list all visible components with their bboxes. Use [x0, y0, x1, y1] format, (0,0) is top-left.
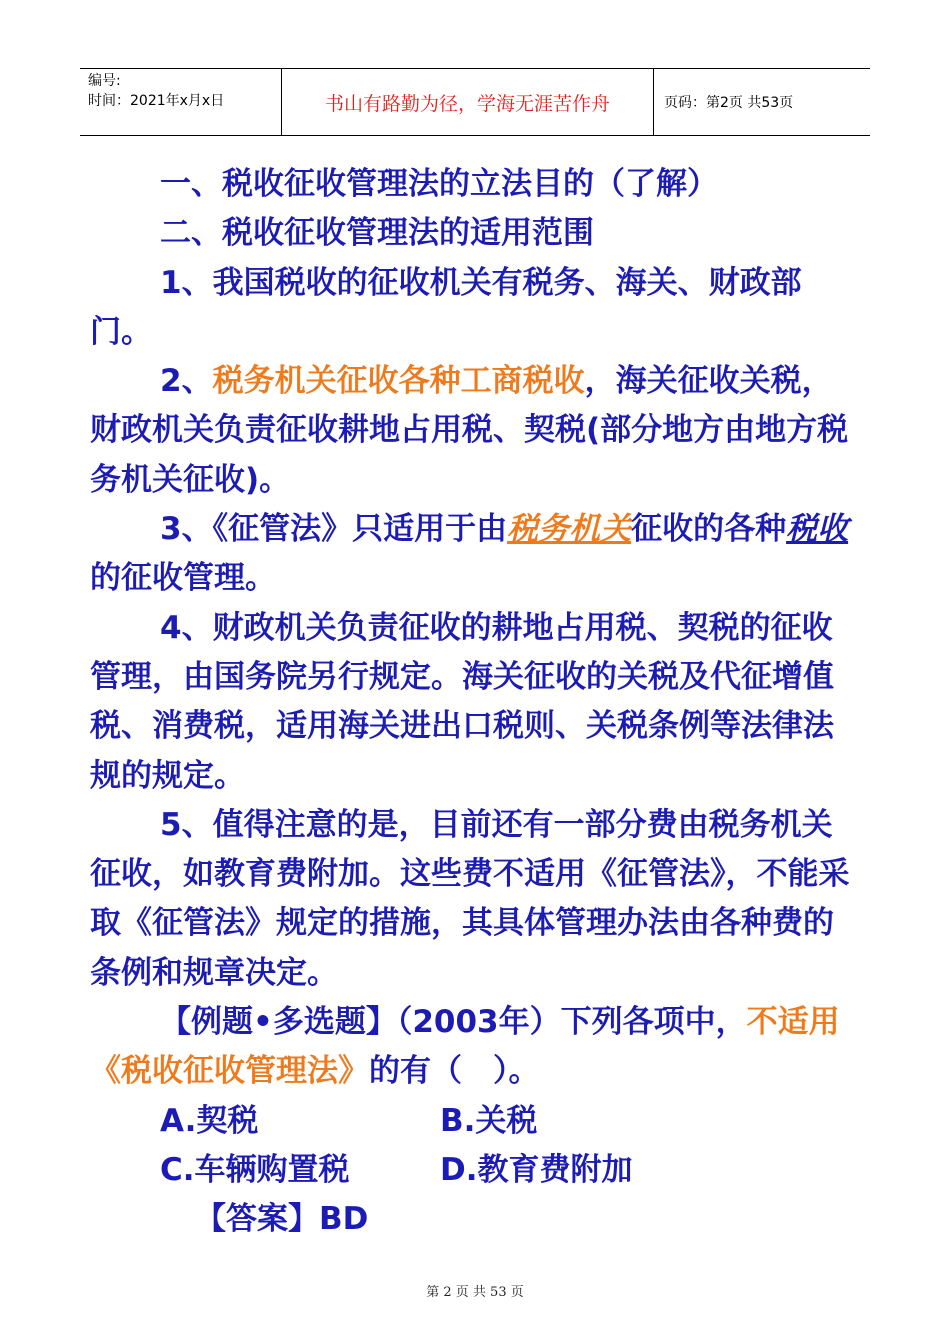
- paragraph-2-rest: ，海关征收关税，财政机关负责征收耕地占用税、契税(部分地方由地方税务机关征收)。: [90, 363, 849, 498]
- example-question: [90, 998, 860, 1097]
- example-prefix: 【例题•多选题】（2003年）下列各项中，: [160, 1004, 747, 1041]
- paragraph-2-prefix: 2、: [160, 363, 213, 400]
- header-page-info: 页码：第2页 共53页: [664, 95, 794, 111]
- header-table: [80, 68, 870, 136]
- paragraph-1: 1、我国税收的征收机关有税务、海关、财政部门。: [90, 264, 802, 350]
- heading-1: 一、税收征收管理法的立法目的（了解）: [160, 166, 718, 202]
- paragraph-3-taxes: 税收: [786, 511, 849, 548]
- example-suffix: 的有（ ）。: [369, 1053, 540, 1090]
- paragraph-4: 4、财政机关负责征收的耕地占用税、契税的征收管理，由国务院另行规定。海关征收的关税及代征增值税、消费税，适用海关进出口税则、关税条例等法律法规的规定。: [90, 609, 834, 794]
- paragraph-3-part-a: 3、《征管法》只适用于由: [160, 511, 508, 548]
- paragraph-2-highlight: 税务机关征收各种工商税收: [212, 363, 585, 400]
- paragraph-3: [90, 505, 860, 604]
- header-motto: 书山有路勤为径，学海无涯苦作舟: [282, 69, 654, 135]
- heading-2: 二、税收征收管理法的适用范围: [160, 215, 594, 252]
- options-row-2: [90, 1146, 860, 1195]
- paragraph-2: [90, 357, 860, 505]
- paragraph-5: 5、值得注意的是，目前还有一部分费由税务机关征收，如教育费附加。这些费不适用《征管法》，不能采取《征管法》规定的措施，其具体管理办法由各种费的条例和规章决定。: [90, 806, 850, 991]
- document-number-label: 编号:: [88, 73, 121, 89]
- option-c: C.车辆购置税: [160, 1151, 350, 1188]
- answer: 【答案】BD: [195, 1201, 369, 1238]
- option-d: D.教育费附加: [440, 1151, 633, 1188]
- document-body: [90, 160, 860, 1245]
- option-b: B.关税: [440, 1102, 538, 1139]
- document-time: 时间：2021年x月x日: [88, 93, 225, 109]
- option-a: A.契税: [160, 1102, 259, 1139]
- options-row-1: [90, 1097, 860, 1146]
- example-highlight: 不适用《税收征收管理法》: [90, 1004, 840, 1090]
- page-footer: 第 2 页 共 53 页: [426, 1285, 524, 1300]
- paragraph-3-part-c: 征收的各种: [631, 511, 787, 548]
- paragraph-3-part-e: 的征收管理。: [90, 560, 276, 597]
- header-meta: [80, 69, 282, 135]
- paragraph-3-tax-authority: 税务机关: [507, 511, 632, 548]
